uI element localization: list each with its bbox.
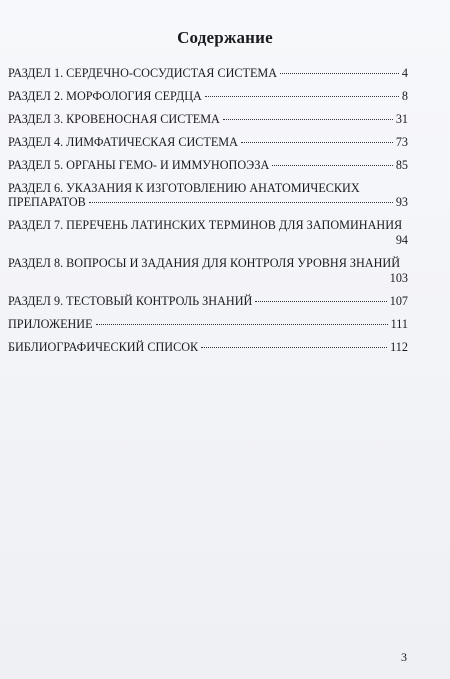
toc-entry-1[interactable]: [8, 66, 408, 80]
dot-leader: [96, 324, 388, 325]
toc-entry-label: РАЗДЕЛ 8. ВОПРОСЫ И ЗАДАНИЯ ДЛЯ КОНТРОЛЯ УРОВНЯ ЗНАНИЙ: [8, 256, 401, 270]
toc-entry-page: 103: [389, 271, 408, 285]
toc-entry-page: 85: [395, 158, 408, 172]
toc-entry-11[interactable]: [8, 340, 408, 354]
toc-entry-7[interactable]: [8, 218, 408, 247]
page-title: Содержание: [177, 28, 273, 47]
toc-entry-label-continued: ПРЕПАРАТОВ: [8, 195, 86, 209]
toc-entry-label: РАЗДЕЛ 7. ПЕРЕЧЕНЬ ЛАТИНСКИХ ТЕРМИНОВ ДЛЯ ЗАПОМИНАНИЯ: [8, 218, 403, 232]
dot-leader: [89, 202, 393, 203]
dot-leader: [205, 96, 399, 97]
toc-entry-label: БИБЛИОГРАФИЧЕСКИЙ СПИСОК: [8, 340, 199, 354]
toc-entry-10[interactable]: [8, 317, 408, 331]
dot-leader: [280, 73, 399, 74]
toc-entry-label: ПРИЛОЖЕНИЕ: [8, 317, 93, 331]
toc-entry-page: 93: [395, 195, 408, 209]
toc-entry-page: 8: [401, 89, 408, 103]
toc-entry-label: РАЗДЕЛ 4. ЛИМФАТИЧЕСКАЯ СИСТЕМА: [8, 135, 238, 149]
dot-leader: [223, 119, 393, 120]
toc-entry-label: РАЗДЕЛ 6. УКАЗАНИЯ К ИЗГОТОВЛЕНИЮ АНАТОМИЧЕСКИХ: [8, 181, 360, 195]
toc-entry-page: 107: [389, 294, 408, 308]
toc-entry-page: 31: [395, 112, 408, 126]
toc-entry-3[interactable]: [8, 112, 408, 126]
toc-entry-label: РАЗДЕЛ 5. ОРГАНЫ ГЕМО- И ИММУНОПОЭЗА: [8, 158, 270, 172]
dot-leader: [241, 142, 393, 143]
toc-entry-page: 4: [401, 66, 408, 80]
toc-entry-8[interactable]: [8, 256, 408, 285]
toc-entry-label: РАЗДЕЛ 2. МОРФОЛОГИЯ СЕРДЦА: [8, 89, 202, 103]
dot-leader: [255, 301, 386, 302]
dot-leader: [272, 165, 393, 166]
table-of-contents: [8, 66, 408, 363]
dot-leader: [201, 347, 387, 348]
toc-entry-page: 111: [390, 317, 408, 331]
toc-entry-6[interactable]: [8, 181, 408, 209]
toc-entry-4[interactable]: [8, 135, 408, 149]
toc-entry-label: РАЗДЕЛ 1. СЕРДЕЧНО-СОСУДИСТАЯ СИСТЕМА: [8, 66, 278, 80]
toc-entry-9[interactable]: [8, 294, 408, 308]
toc-entry-page: 112: [390, 340, 408, 354]
page-number: 3: [401, 650, 407, 664]
toc-entry-label: РАЗДЕЛ 9. ТЕСТОВЫЙ КОНТРОЛЬ ЗНАНИЙ: [8, 294, 253, 308]
toc-entry-page: 94: [395, 233, 408, 247]
toc-entry-2[interactable]: [8, 89, 408, 103]
toc-entry-label: РАЗДЕЛ 3. КРОВЕНОСНАЯ СИСТЕМА: [8, 112, 220, 126]
toc-entry-5[interactable]: [8, 158, 408, 172]
toc-entry-page: 73: [395, 135, 408, 149]
